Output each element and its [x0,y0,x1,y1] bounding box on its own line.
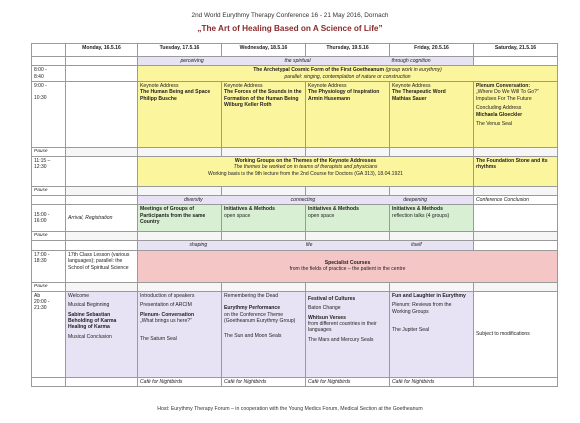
evening-row [32,291,558,377]
special-courses-row [32,250,558,282]
theme-band-3-cell [138,241,474,250]
keynote-label: Keynote Address [308,83,347,90]
initiatives-sub: open space [224,212,251,219]
initiatives-sub: reflection talks (4 groups) [392,212,450,219]
cafe-cell: Café for Nightbirds [390,377,474,386]
cafe-cell: Café for Nightbirds [138,377,222,386]
afternoon-row [32,205,558,232]
time-cell: 17:00 - 18:30 [32,250,66,282]
day-header-mon: Monday, 16.5.16 [66,44,138,57]
keynote-speaker: Mathias Sauer [392,95,427,102]
keynote-speaker: Wilburg Keller Roth [224,102,272,109]
evening-item: Presentation of ARCIM [140,302,192,309]
initiatives-sub: open space [308,212,335,219]
keynote-wed [222,82,306,148]
archetypal-sub: parallel: singing, contemplation of nature or construction [284,73,411,80]
cafe-row [32,377,558,386]
evening-item: Festival of Cultures [308,295,356,302]
arrival-cell: Arrival, Registration [66,205,138,232]
evening-fri [390,291,474,377]
archetypal-suffix: (group work in eurythmy) [385,67,442,74]
keynote-label: Keynote Address [392,83,431,90]
theme-word: connecting [290,197,316,204]
schedule-table [31,43,558,387]
evening-item: Introduction of speakers [140,292,195,299]
pause-row [32,232,558,241]
time-cell [32,82,66,148]
evening-item: Musical Beginning [68,302,110,309]
day-header-sat: Saturday, 21.5.16 [474,44,558,57]
theme-band-3 [32,241,558,250]
theme-band-2 [32,196,558,205]
keynote-thu [306,82,390,148]
working-groups-sub: Working basis is the 9th lecture from the 2nd Course for Doctors (GA 313), 18.04.1921 [208,170,403,177]
initiatives-wed [222,205,306,232]
working-groups-row [32,157,558,187]
evening-item: Baton Change [308,305,341,312]
keynote-title: The Physiology of Inspiration [308,89,380,96]
evening-item: „What brings us here?” [140,317,192,324]
theme-word: shaping [189,242,208,249]
theme-word: diversity [183,197,203,204]
cafe-cell: Café for Nightbirds [306,377,390,386]
foundation-stone-cell: The Foundation Stone and its rhythms [474,157,558,187]
evening-item: Eurythmy Performance [224,305,281,312]
initiatives-thu [306,205,390,232]
pause-row [32,187,558,196]
keynote-title: The Human Being and Space [140,89,211,96]
day-header-tue: Tuesday, 17.5.16 [138,44,222,57]
keynote-time-start: 9:00 - [34,83,47,90]
evening-seal: The Mars and Mercury Seals [308,336,374,343]
pause-label: Pause [32,282,66,291]
theme-word: perceiving [180,58,204,64]
keynote-time-end: 10:30 [34,95,47,102]
initiatives-fri [390,205,474,232]
evening-mon [66,291,138,377]
evening-item: Remembering the Dead [224,292,279,299]
footer-host: Host: Eurythmy Therapy Forum – in cooperation with the Young Medics Forum, Medical Section at the Goetheanum [157,406,423,412]
theme-word: itself [411,242,422,249]
country-groups-cell: Meetings of Groups of Participants from the same Country [138,205,222,232]
evening-item: Healing of Karma [68,324,110,331]
initiatives-title: Initiatives & Methods [308,206,359,213]
evening-seal: The Jupiter Seal [392,326,430,333]
evening-item: Beholding of Karma [68,317,117,324]
keynote-speaker: Armin Husemann [308,95,351,102]
evening-wed [222,291,306,377]
evening-item: on the Conference Theme (Goetheanum Eurythmy Group) [224,311,296,324]
theme-word: through cognition [391,58,431,64]
keynote-tue [138,82,222,148]
archetypal-cell [138,66,558,82]
conference-conclusion-cell: Conference Conclusion [474,196,558,205]
keynote-label: Keynote Address [140,83,179,90]
pause-label: Pause [32,187,66,196]
theme-band-1-cell [138,57,474,66]
concluding-speaker: Michaela Gloeckler [476,111,523,118]
specialist-title: Specialist Courses [324,259,371,266]
subject-to-modifications: Subject to modifications [474,291,558,377]
keynote-sat [474,82,558,148]
initiatives-title: Initiatives & Methods [224,206,275,213]
evening-item: Musical Conclusion [68,333,112,340]
archetypal-title: The Archetypal Cosmic Form of the First Goetheanum [253,67,385,74]
conference-subtitle: 2nd World Eurythmy Therapy Conference 16 - 21 May 2016, Dornach [191,12,389,19]
pause-row [32,282,558,291]
working-groups-title: Working Groups on the Themes of the Keynote Addresses [234,158,377,165]
document-header [0,0,580,33]
evening-item: from different countries in their languages [308,320,377,334]
class-lesson-cell: 17th Class Lesson (various languages); parallel: the School of Spiritual Science [66,250,138,282]
time-cell: 15:00 - 16:00 [32,205,66,232]
concluding-label: Concluding Address [476,105,522,112]
evening-item: Plenum: Reviews from the Working Groups [392,302,452,315]
theme-word: life [305,242,313,249]
keynote-mon [66,82,138,148]
day-header-thu: Thursday, 19.5.16 [306,44,390,57]
evening-seal: The Sun and Moon Seals [224,333,282,340]
working-groups-cell [138,157,474,187]
time-cell: Ab 20:00 - 21:30 [32,291,66,377]
keynote-row [32,82,558,148]
keynote-title: The Forces of the Sounds in the Formation of the Human Being [224,89,302,102]
evening-item: Whitsun Verses [308,314,346,321]
theme-word: the spiritual [284,58,311,64]
archetypal-row [32,66,558,82]
evening-item: Welcome [68,292,90,299]
plenum-line: „Where Do We Will To Go?” [476,89,539,96]
pause-row [32,148,558,157]
keynote-label: Keynote Address [224,83,263,90]
keynote-speaker: Philipp Busche [140,95,177,102]
day-header-fri: Friday, 20.5.16 [390,44,474,57]
keynote-fri [390,82,474,148]
initiatives-title: Initiatives & Methods [392,206,443,213]
cafe-cell: Café for Nightbirds [222,377,306,386]
working-groups-sub: The themes be worked on in teams of therapists and physicians [233,164,378,171]
conference-title: „The Art of Healing Based on A Science of Life” [197,24,383,33]
day-header-wed: Wednesday, 18.5.16 [222,44,306,57]
evening-tue [138,291,222,377]
keynote-title: The Therapeutic Word [392,89,446,96]
evening-item: Fun and Laughter in Eurythmy [392,292,466,299]
theme-band-2-cell [138,196,474,205]
day-header-row [32,44,558,57]
plenum-title: Plenum Conversation: [476,83,531,90]
corner-cell [32,44,66,57]
specialist-sub: from the fields of practice – the patient in the centre [289,266,406,273]
specialist-courses-cell [138,250,558,282]
theme-band-1 [32,57,558,66]
time-cell: 11:15 – 12:30 [32,157,66,187]
evening-speaker: Sabine Sebastian [68,311,111,318]
seal-text: The Venus Seal [476,120,512,127]
evening-thu [306,291,390,377]
evening-item: Plenum- Conversation [140,311,195,318]
theme-word: deepening [403,197,427,204]
plenum-line: Impulses For The Future [476,95,532,102]
time-cell: 8:00 - 8:40 [32,66,66,82]
evening-seal: The Saturn Seal [140,336,177,343]
pause-label: Pause [32,148,66,157]
pause-label: Pause [32,232,66,241]
